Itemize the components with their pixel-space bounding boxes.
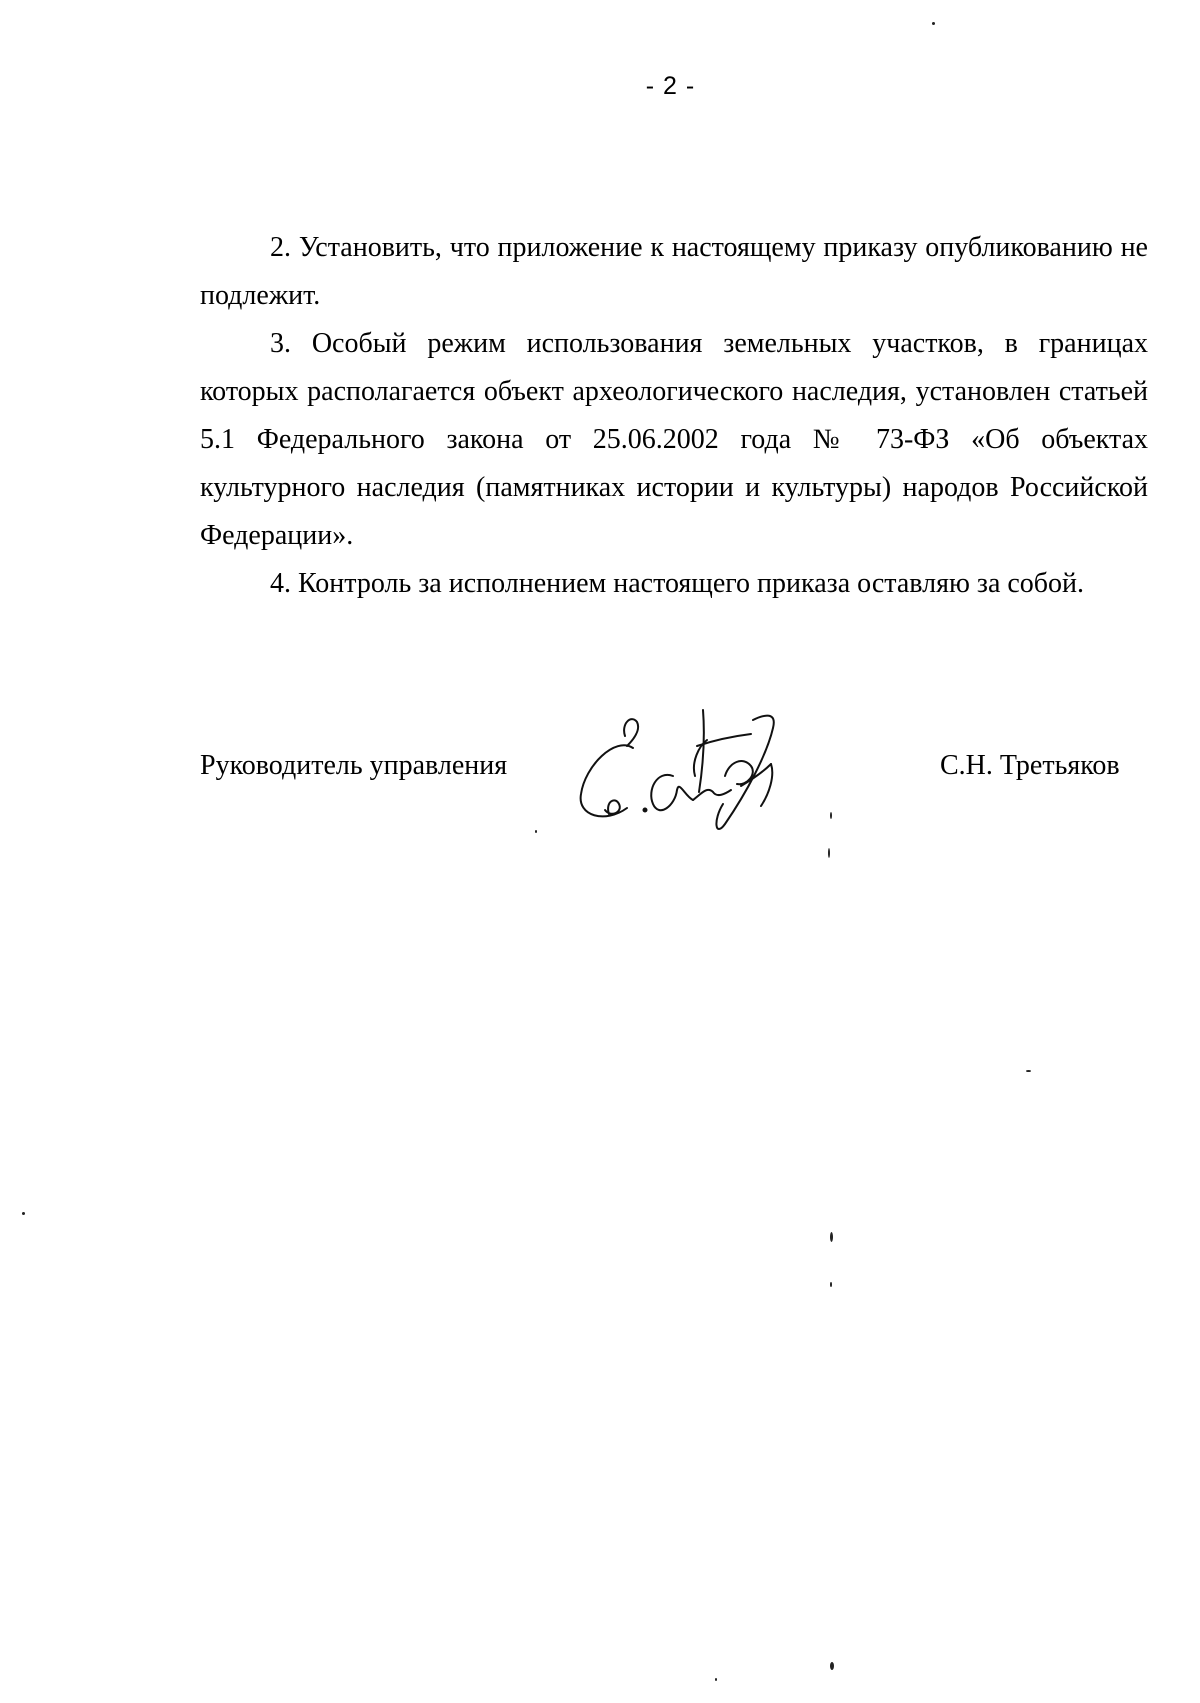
- paragraph-3: [200, 320, 1148, 560]
- scan-speck: [830, 812, 832, 819]
- scan-speck: [828, 848, 830, 858]
- scan-speck: [830, 1662, 834, 1670]
- scan-speck: [830, 1232, 833, 1242]
- scan-speck: [830, 1282, 832, 1287]
- scan-speck: [715, 1678, 717, 1681]
- paragraph-2: [200, 224, 1148, 320]
- handwritten-signature: [575, 706, 805, 846]
- paragraph-4: [200, 560, 1148, 608]
- scan-speck: [535, 830, 537, 833]
- signatory-title: Руководитель управления: [200, 750, 508, 781]
- scan-speck: [932, 22, 935, 25]
- paragraph-2-text: 2. Установить, что приложение к настоящему приказу опубликованию не подлежит.: [200, 232, 1148, 311]
- signatory-name: С.Н. Третьяков: [940, 750, 1120, 781]
- paragraph-3-text: 3. Особый режим использования земельных участков, в границах которых располагается объект археологического наследия, установлен статьей 5.1 Федерального закона от 25.06.2002 года № 73-ФЗ «Об объектах культурного наследия (памятниках истории и культуры) народов Российской Федерации».: [200, 328, 1148, 551]
- page-number: - 2 -: [645, 72, 696, 100]
- scan-speck: [1026, 1070, 1031, 1072]
- paragraph-4-text: 4. Контроль за исполнением настоящего приказа оставляю за собой.: [270, 568, 1085, 599]
- scan-speck: [22, 1212, 25, 1215]
